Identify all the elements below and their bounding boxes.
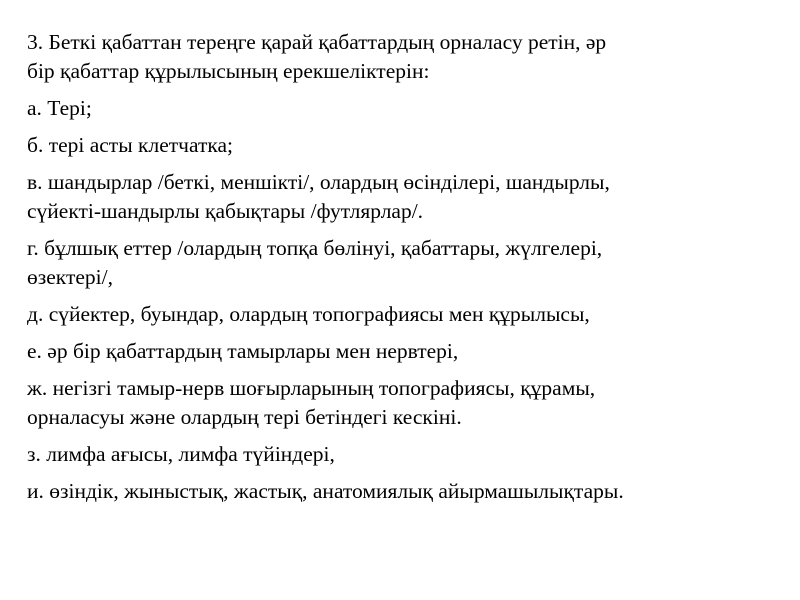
list-item-d <box>27 300 787 329</box>
list-item-line: д. сүйектер, буындар, олардың топографиясы мен құрылысы, <box>27 302 590 326</box>
list-item-z <box>27 440 787 469</box>
list-item-line: өзектері/, <box>27 265 113 289</box>
content-list <box>27 28 787 514</box>
list-item-line: е. әр бір қабаттардың тамырлары мен нервтері, <box>27 339 459 363</box>
list-item-line: а. Тері; <box>27 96 92 120</box>
list-item-line: б. тері асты клетчатка; <box>27 133 233 157</box>
list-item-line: ж. негізгі тамыр-нерв шоғырларының топографиясы, құрамы, <box>27 376 596 400</box>
list-item-line: з. лимфа ағысы, лимфа түйіндері, <box>27 442 335 466</box>
list-item-zh <box>27 374 787 432</box>
list-item-line: бір қабаттар құрылысының ерекшеліктерін: <box>27 59 430 83</box>
list-item-b <box>27 131 787 160</box>
list-item-line: и. өзіндік, жыныстық, жастық, анатомиялық айырмашылықтары. <box>27 479 624 503</box>
list-item-e <box>27 337 787 366</box>
list-item-i <box>27 477 787 506</box>
list-item-line: 3. Беткі қабаттан тереңге қарай қабаттардың орналасу ретін, әр <box>27 30 607 54</box>
list-item-line: в. шандырлар /беткі, меншікті/, олардың өсінділері, шандырлы, <box>27 170 610 194</box>
list-item-line: г. бұлшық еттер /олардың топқа бөлінуі, қабаттары, жүлгелері, <box>27 236 603 260</box>
list-item-a <box>27 94 787 123</box>
list-item-v <box>27 168 787 226</box>
list-item-3 <box>27 28 787 86</box>
list-item-g <box>27 234 787 292</box>
list-item-line: сүйекті-шандырлы қабықтары /футлярлар/. <box>27 199 424 223</box>
list-item-line: орналасуы және олардың тері бетіндегі кескіні. <box>27 405 462 429</box>
